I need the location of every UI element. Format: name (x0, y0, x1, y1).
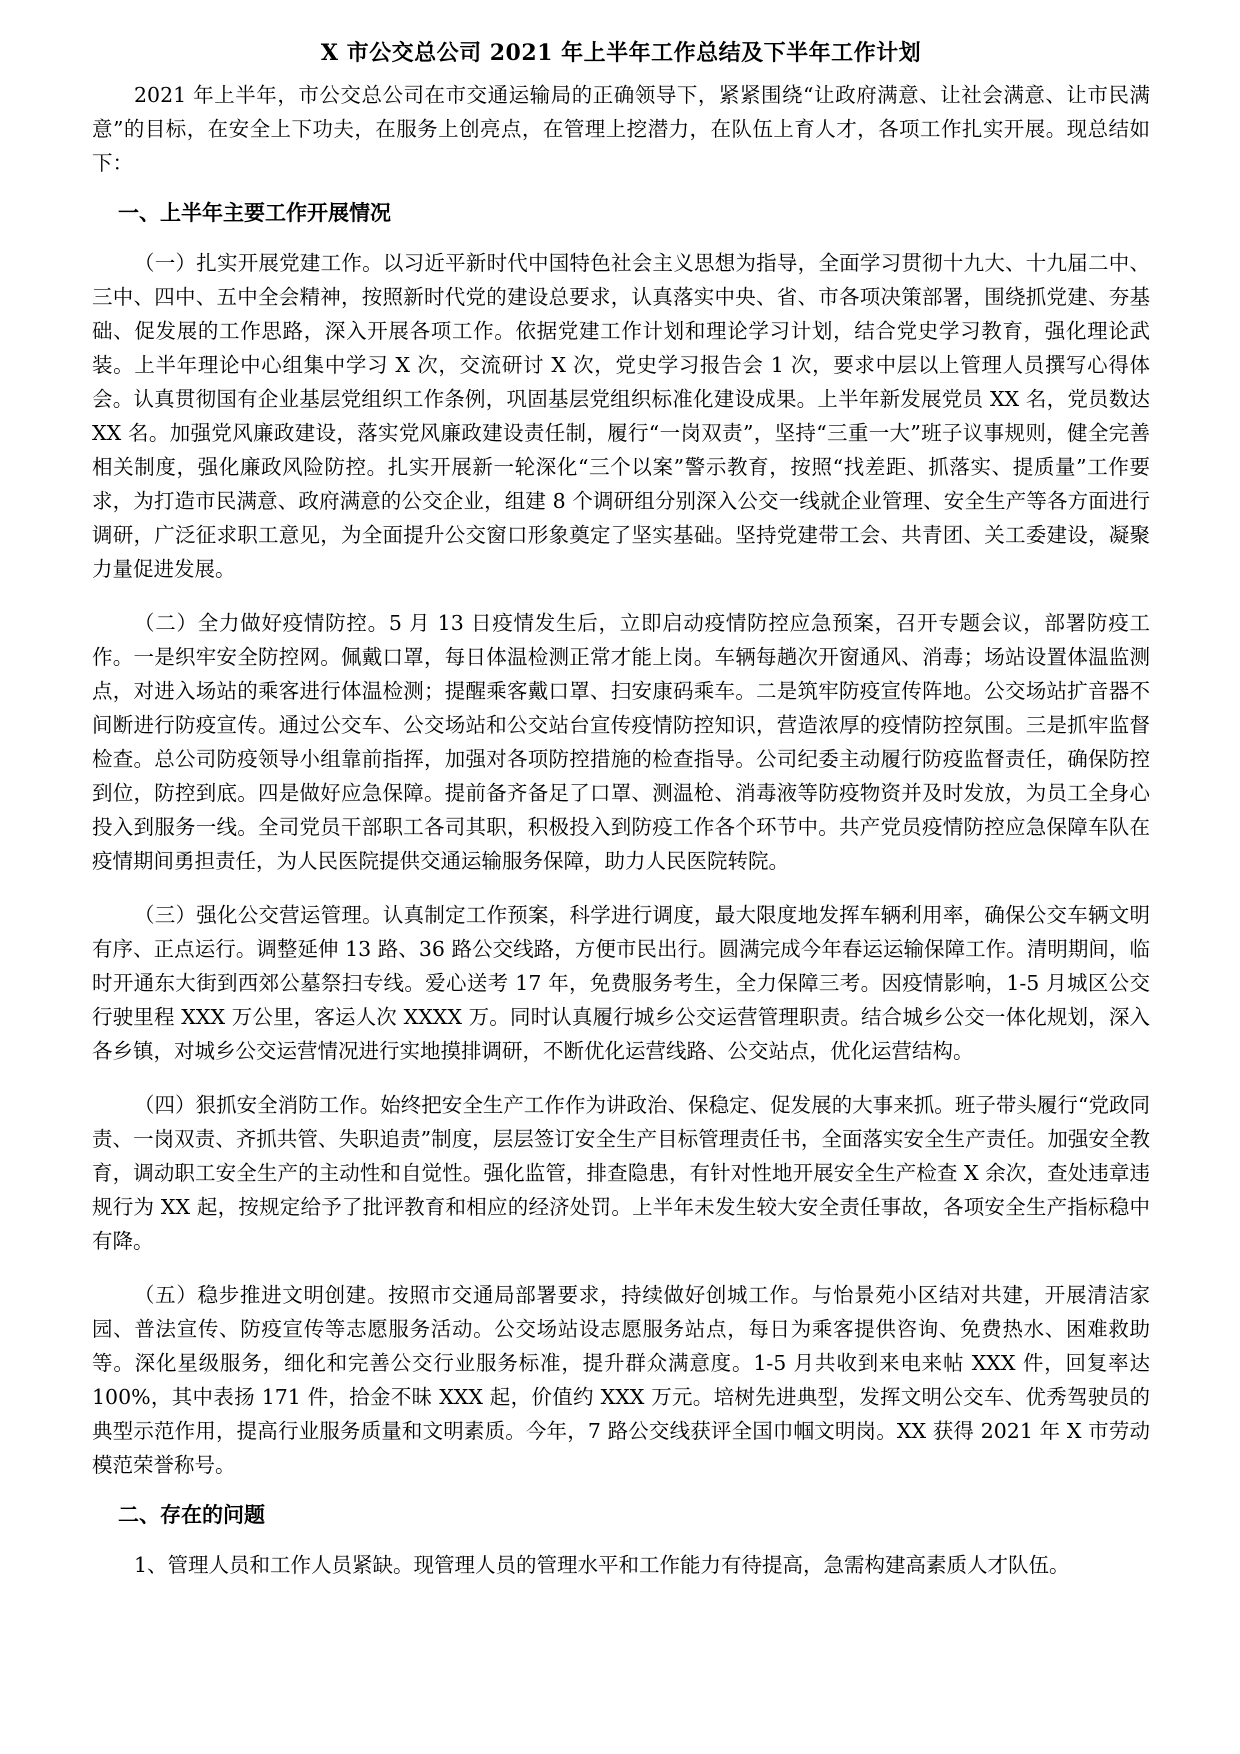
paragraph-epidemic-control: （二）全力做好疫情防控。5 月 13 日疫情发生后，立即启动疫情防控应急预案，召开专题会议，部署防疫工作。一是织牢安全防控网。佩戴口罩，每日体温检测正常才能上岗。车辆每趟次开窗通风、消毒；场站设置体温监测点，对进入场站的乘客进行体温检测；提醒乘客戴口罩、扫安康码乘车。二是筑牢防疫宣传阵地。公交场站扩音器不间断进行防疫宣传。通过公交车、公交场站和公交站台宣传疫情防控知识，营造浓厚的疫情防控氛围。三是抓牢监督检查。总公司防疫领导小组靠前指挥，加强对各项防控措施的检查指导。公司纪委主动履行防疫监督责任，确保防控到位，防控到底。四是做好应急保障。提前备齐备足了口罩、测温枪、消毒液等防疫物资并及时发放，为员工全身心投入到服务一线。全司党员干部职工各司其职，积极投入到防疫工作各个环节中。共产党员疫情防控应急保障车队在疫情期间勇担责任，为人民医院提供交通运输服务保障，助力人民医院转院。 (92, 611, 1150, 873)
paragraph-civilization-creation: （五）稳步推进文明创建。按照市交通局部署要求，持续做好创城工作。与怡景苑小区结对共建，开展清洁家园、普法宣传、防疫宣传等志愿服务活动。公交场站设志愿服务站点，每日为乘客提供咨询、免费热水、困难救助等。深化星级服务，细化和完善公交行业服务标准，提升群众满意度。1-5 月共收到来电来帖 XXX 件，回复率达 100%，其中表扬 171 件，拾金不昧 XXX 起，价值约 XXX 万元。培树先进典型，发挥文明公交车、优秀驾驶员的典型示范作用，提高行业服务质量和文明素质。今年，7 路公交线获评全国巾帼文明岗。XX 获得 2021 年 X 市劳动模范荣誉称号。 (92, 1283, 1150, 1477)
document-title: X 市公交总公司 2021 年上半年工作总结及下半年工作计划 (320, 40, 922, 66)
section-heading-work-progress: 一、上半年主要工作开展情况 (118, 200, 391, 225)
paragraph-problem-staffing: 1、管理人员和工作人员紧缺。现管理人员的管理水平和工作能力有待提高，急需构建高素质人才队伍。 (134, 1553, 1070, 1577)
paragraph-safety-work: （四）狠抓安全消防工作。始终把安全生产工作作为讲政治、保稳定、促发展的大事来抓。班子带头履行“党政同责、一岗双责、齐抓共管、失职追责”制度，层层签订安全生产目标管理责任书，全面落实安全生产责任。加强安全教育，调动职工安全生产的主动性和自觉性。强化监管，排查隐患，有针对性地开展安全生产检查 X 余次，查处违章违规行为 XX 起，按规定给予了批评教育和相应的经济处罚。上半年未发生较大安全责任事故，各项安全生产指标稳中有降。 (92, 1093, 1150, 1253)
document-page (92, 36, 1150, 1582)
section-heading-problems: 二、存在的问题 (118, 1502, 265, 1527)
intro-paragraph: 2021 年上半年，市公交总公司在市交通运输局的正确领导下，紧紧围绕“让政府满意、让社会满意、让市民满意”的目标，在安全上下功夫，在服务上创亮点，在管理上挖潜力，在队伍上育人才，各项工作扎实开展。现总结如下： (92, 83, 1150, 175)
paragraph-operations-management: （三）强化公交营运管理。认真制定工作预案，科学进行调度，最大限度地发挥车辆利用率，确保公交车辆文明有序、正点运行。调整延伸 13 路、36 路公交线路，方便市民出行。圆满完成今年春运运输保障工作。清明期间，临时开通东大街到西郊公墓祭扫专线。爱心送考 17 年，免费服务考生，全力保障三考。因疫情影响，1-5 月城区公交行驶里程 XXX 万公里，客运人次 XXXX 万。同时认真履行城乡公交运营管理职责。结合城乡公交一体化规划，深入各乡镇，对城乡公交运营情况进行实地摸排调研，不断优化运营线路、公交站点，优化运营结构。 (92, 903, 1150, 1063)
paragraph-party-building: （一）扎实开展党建工作。以习近平新时代中国特色社会主义思想为指导，全面学习贯彻十九大、十九届二中、三中、四中、五中全会精神，按照新时代党的建设总要求，认真落实中央、省、市各项决策部署，围绕抓党建、夯基础、促发展的工作思路，深入开展各项工作。依据党建工作计划和理论学习计划，结合党史学习教育，强化理论武装。上半年理论中心组集中学习 X 次，交流研讨 X 次，党史学习报告会 1 次，要求中层以上管理人员撰写心得体会。认真贯彻国有企业基层党组织工作条例，巩固基层党组织标准化建设成果。上半年新发展党员 XX 名，党员数达 XX 名。加强党风廉政建设，落实党风廉政建设责任制，履行“一岗双责”，坚持“三重一大”班子议事规则，健全完善相关制度，强化廉政风险防控。扎实开展新一轮深化“三个以案”警示教育，按照“找差距、抓落实、提质量”工作要求，为打造市民满意、政府满意的公交企业，组建 8 个调研组分别深入公交一线就企业管理、安全生产等各方面进行调研，广泛征求职工意见，为全面提升公交窗口形象奠定了坚实基础。坚持党建带工会、共青团、关工委建设，凝聚力量促进发展。 (92, 251, 1150, 581)
